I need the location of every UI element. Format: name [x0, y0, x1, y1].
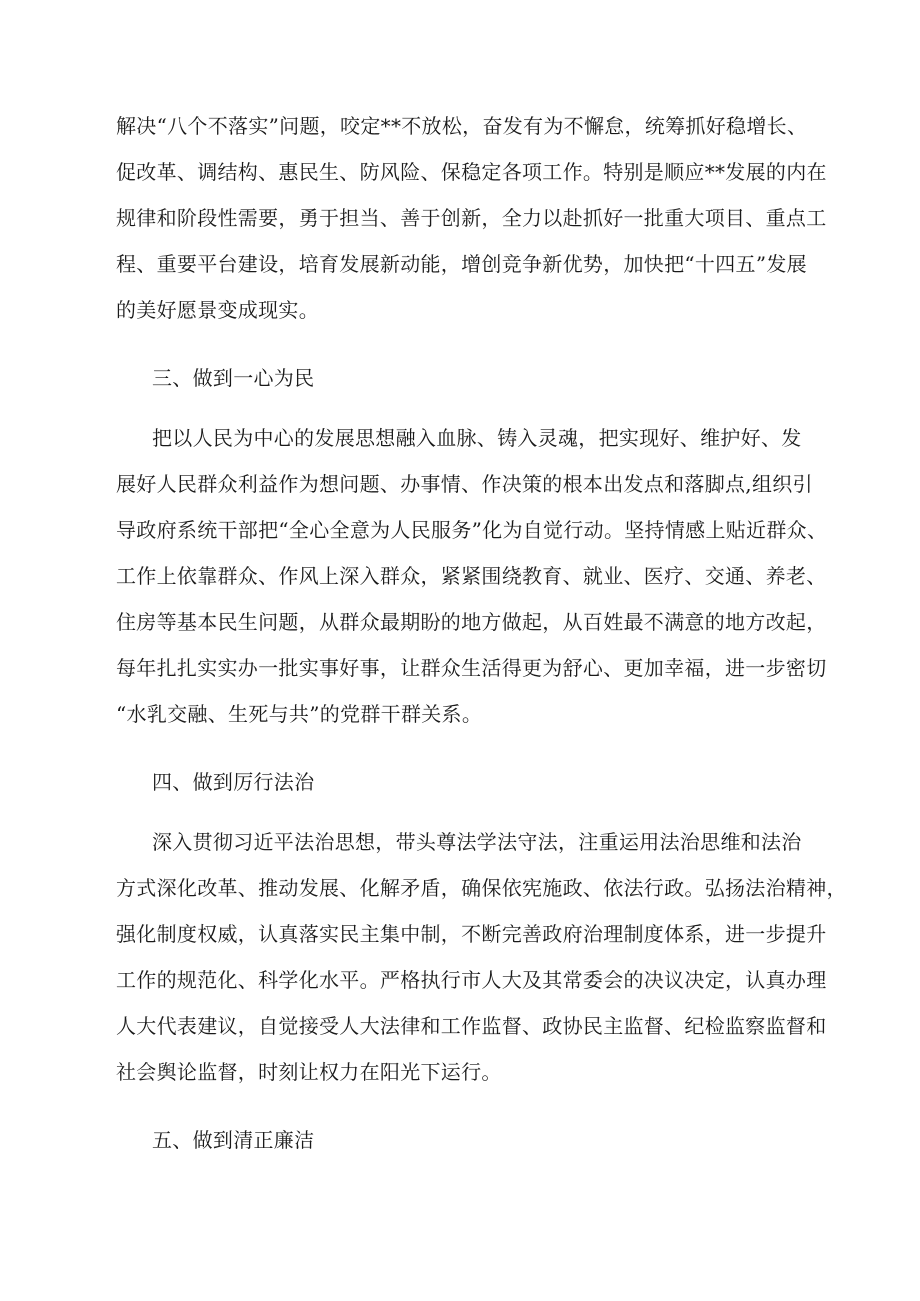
- paragraph-line: 人大代表建议，自觉接受人大法律和工作监督、政协民主监督、纪检监察监督和: [116, 1014, 827, 1038]
- paragraph-line: 程、重要平台建设，培育发展新动能，增创竞争新优势，加快把“十四五”发展: [116, 252, 807, 276]
- section-heading: 四、做到厉行法治: [152, 770, 315, 794]
- paragraph-line: 方式深化改革、推动发展、化解矛盾，确保依宪施政、依法行政。弘扬法治精神，: [116, 876, 847, 900]
- paragraph-line: 规律和阶段性需要，勇于担当、善于创新，全力以赴抓好一批重大项目、重点工: [116, 206, 827, 230]
- section-heading: 三、做到一心为民: [152, 366, 315, 390]
- paragraph-line: 促改革、调结构、惠民生、防风险、保稳定各项工作。特别是顺应**发展的内在: [116, 160, 827, 184]
- paragraph-line: 深入贯彻习近平法治思想，带头尊法学法守法，注重运用法治思维和法治: [152, 830, 802, 854]
- paragraph-line: 住房等基本民生问题，从群众最期盼的地方做起，从百姓最不满意的地方改起，: [116, 610, 827, 634]
- section-heading: 五、做到清正廉洁: [152, 1128, 315, 1152]
- paragraph-line: 解决“八个不落实”问题，咬定**不放松，奋发有为不懈怠，统筹抓好稳增长、: [116, 114, 808, 138]
- paragraph-line: 导政府系统干部把“全心全意为人民服务”化为自觉行动。坚持情感上贴近群众、: [116, 518, 828, 542]
- paragraph-line: “水乳交融、生死与共”的党群干群关系。: [116, 702, 483, 726]
- paragraph-line: 把以人民为中心的发展思想融入血脉、铸入灵魂，把实现好、维护好、发: [152, 426, 802, 450]
- paragraph-line: 社会舆论监督，时刻让权力在阳光下运行。: [116, 1060, 502, 1084]
- paragraph-line: 每年扎扎实实办一批实事好事，让群众生活得更为舒心、更加幸福，进一步密切: [116, 656, 827, 680]
- paragraph-line: 强化制度权威，认真落实民主集中制，不断完善政府治理制度体系，进一步提升: [116, 922, 827, 946]
- paragraph-line: 展好人民群众利益作为想问题、办事情、作决策的根本出发点和落脚点,组织引: [116, 472, 813, 496]
- paragraph-line: 的美好愿景变成现实。: [116, 298, 319, 322]
- paragraph-line: 工作上依靠群众、作风上深入群众，紧紧围绕教育、就业、医疗、交通、养老、: [116, 564, 827, 588]
- paragraph-line: 工作的规范化、科学化水平。严格执行市人大及其常委会的决议决定，认真办理: [116, 968, 827, 992]
